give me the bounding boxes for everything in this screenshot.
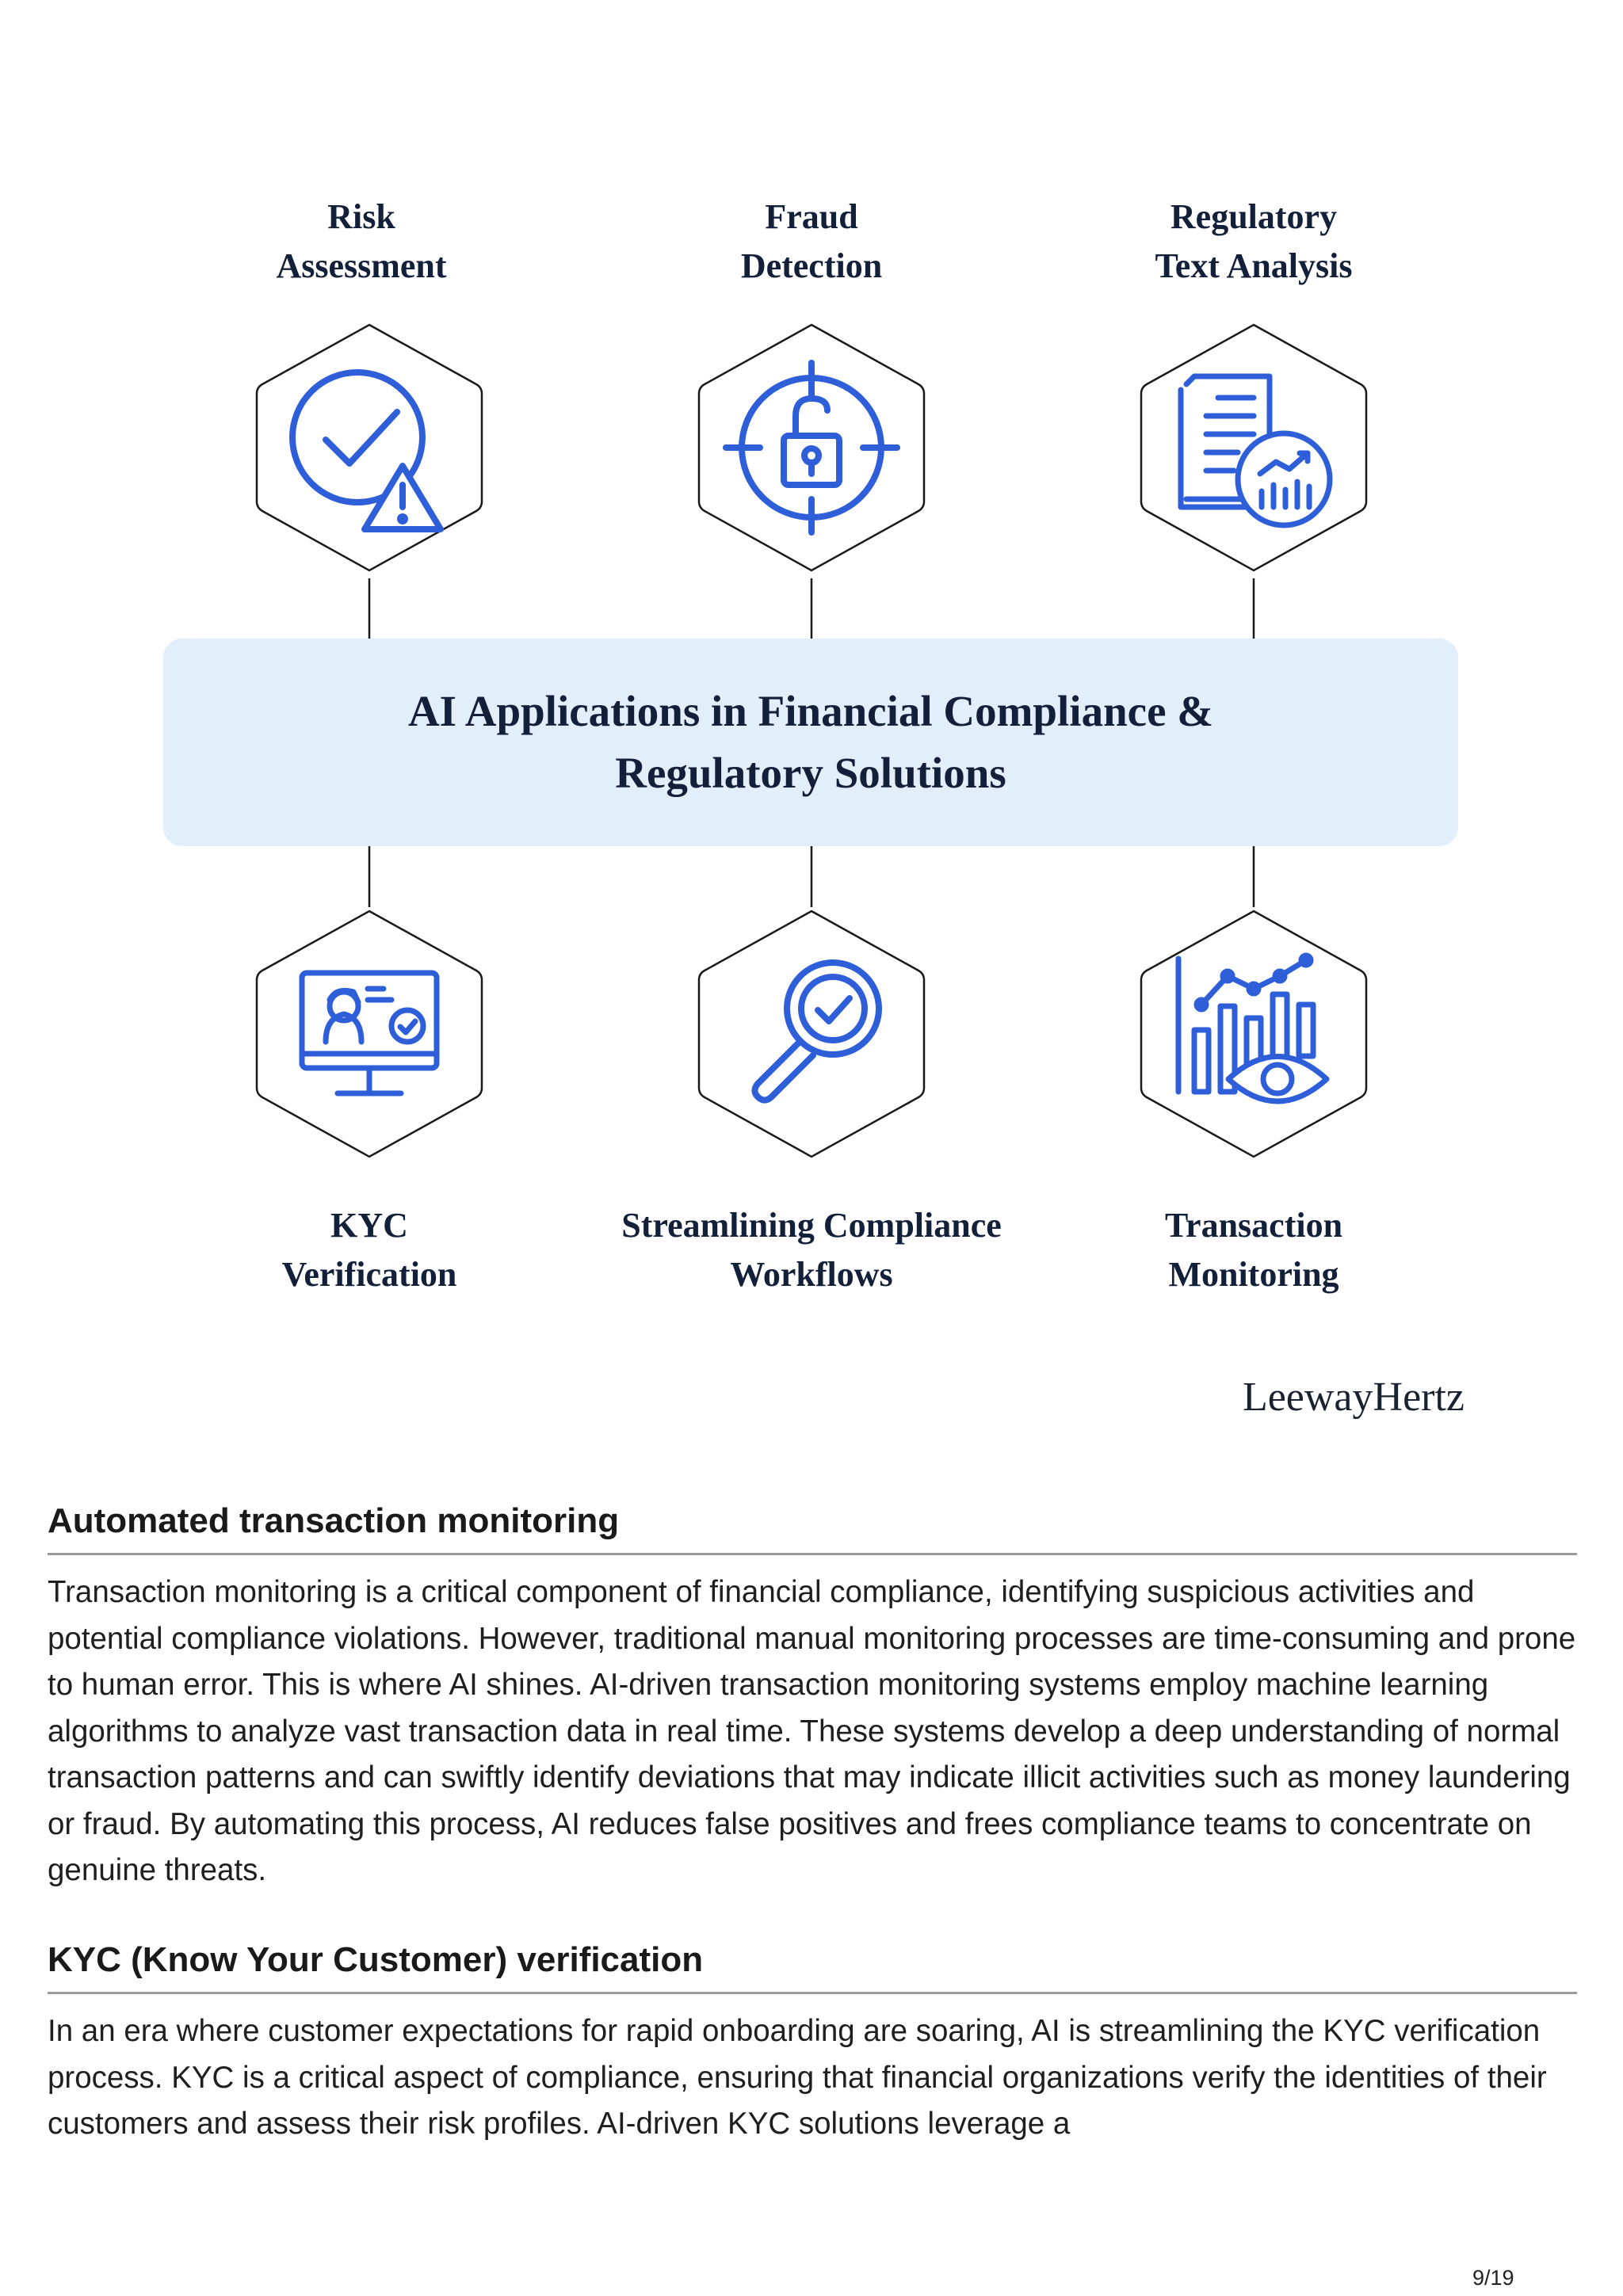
- section-heading: KYC (Know Your Customer) verification: [48, 1936, 1577, 1994]
- node-label-risk-assessment: Risk Assessment: [276, 197, 447, 285]
- diagram-title-box: [163, 639, 1458, 846]
- hexagon-transaction-monitoring: [1135, 903, 1373, 1165]
- node-label-fraud-detection: Fraud Detection: [740, 197, 883, 285]
- section-heading: Automated transaction monitoring: [48, 1497, 1577, 1555]
- brand-logo-text: LeewayHertz: [1242, 1375, 1465, 1420]
- hexagon-kyc-verification: [250, 903, 488, 1165]
- node-label-transaction-monitoring: Transaction Monitoring: [1164, 1206, 1343, 1294]
- hexagon-streamlining-compliance-workflows: [693, 903, 930, 1165]
- hexagon-risk-assessment: [250, 317, 488, 578]
- node-label-regulatory-text-analysis: Regulatory Text Analysis: [1155, 197, 1353, 285]
- hexagon-fraud-detection: [693, 317, 930, 578]
- section-body: In an era where customer expectations for rapid onboarding are soaring, AI is streamlining the KYC verification process. KYC is a critical aspect of compliance, ensuring that financial organizations verify the identities of their customers and assess their risk profiles. AI-driven KYC solutions leverage a: [48, 2014, 1547, 2141]
- section-kyc-verification: [48, 1936, 1577, 2148]
- hexagon-regulatory-text-analysis: [1135, 317, 1373, 578]
- node-label-streamlining-compliance-workflows: Streamlining Compliance Workflows: [621, 1206, 1002, 1294]
- diagram-title: AI Applications in Financial Compliance & Regulatory Solutions: [407, 687, 1214, 797]
- page-number: 9/19: [1472, 2266, 1514, 2290]
- node-label-kyc-verification: KYC Verification: [281, 1206, 457, 1294]
- section-body: Transaction monitoring is a critical component of financial compliance, identifying suspicious activities and potential compliance violations. However, traditional manual monitoring processes are time-consuming and prone to human error. This is where AI shines. AI-driven transaction monitoring systems employ machine learning algorithms to analyze vast transaction data in real time. These systems develop a deep understanding of normal transaction patterns and can swiftly identify deviations that may indicate illicit activities such as money laundering or fraud. By automating this process, AI reduces false positives and frees compliance teams to concentrate on genuine threats.: [48, 1575, 1576, 1887]
- section-automated-transaction-monitoring: [48, 1497, 1577, 1894]
